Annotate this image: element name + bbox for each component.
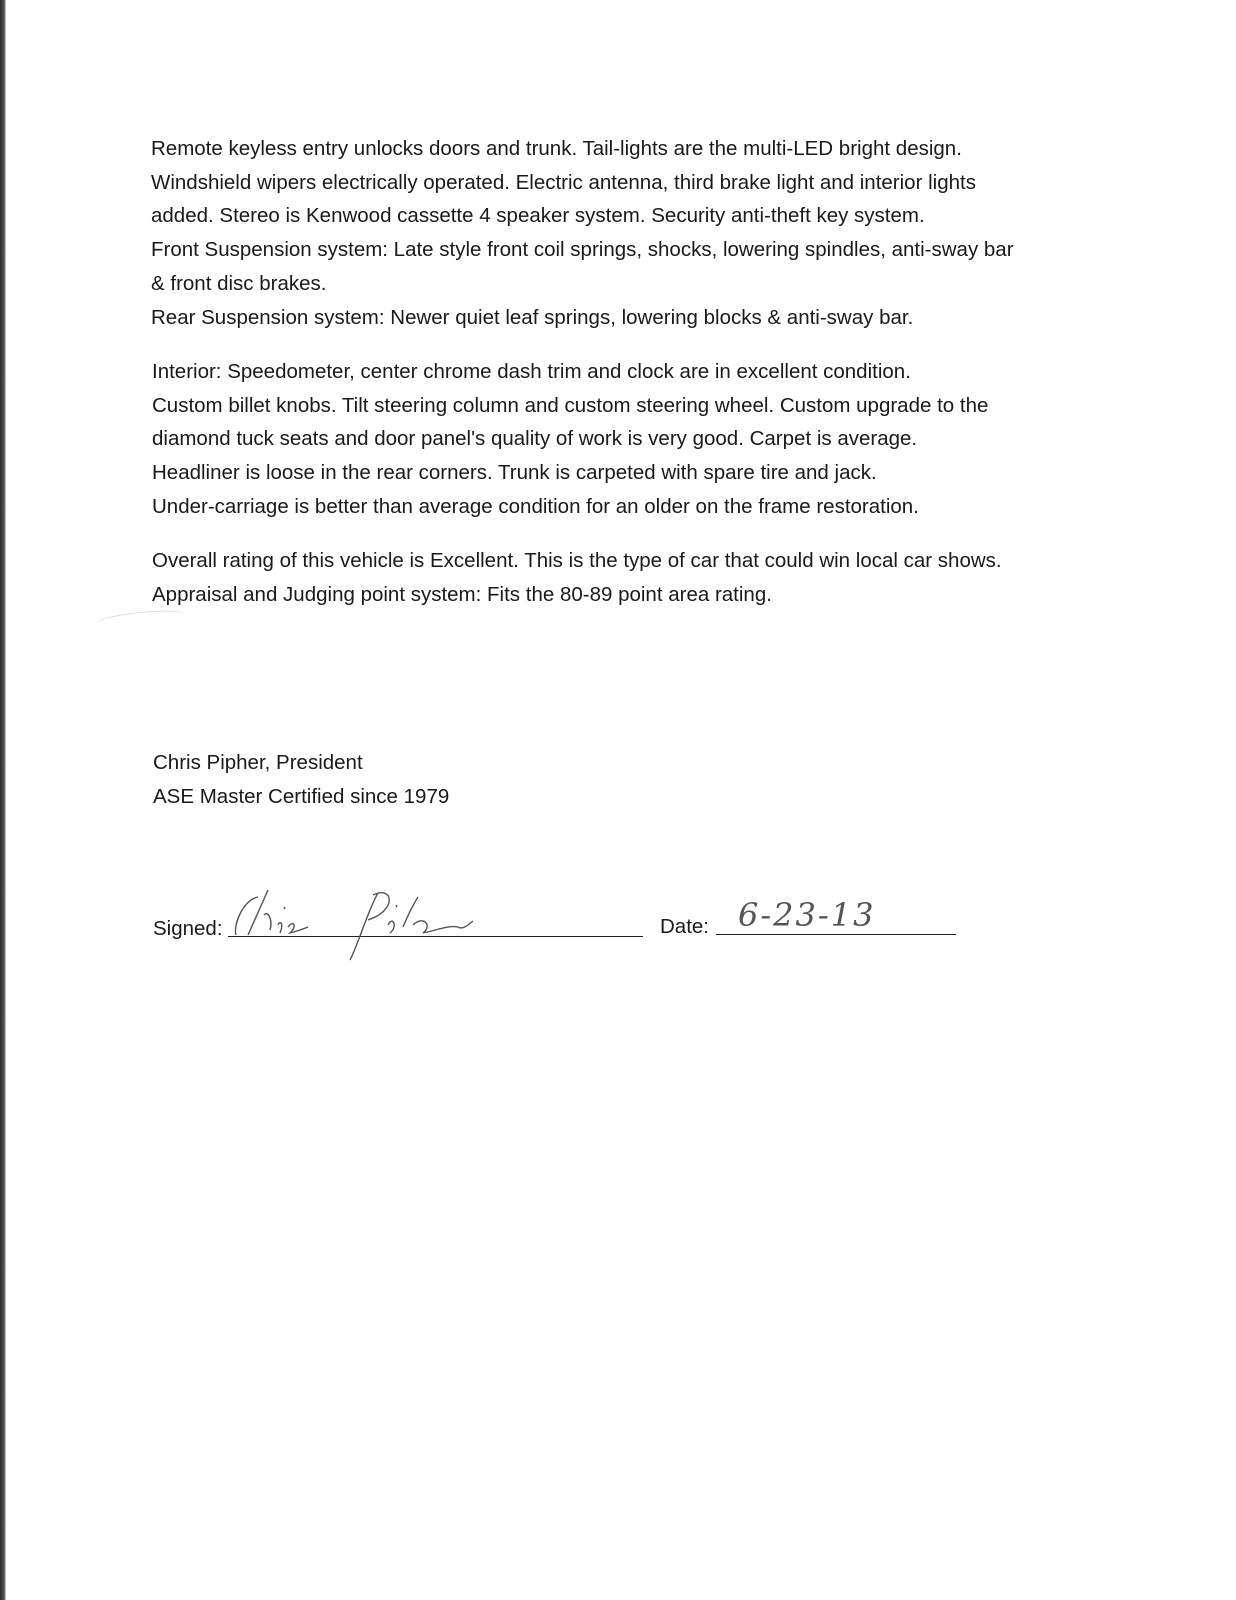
text-line: Appraisal and Judging point system: Fits the 80-89 point area rating. (152, 582, 772, 606)
handwritten-signature (228, 885, 488, 965)
scan-edge (0, 0, 6, 1600)
handwritten-date: 6-23-13 (738, 896, 876, 934)
signed-label: Signed: (153, 917, 223, 940)
text-line: diamond tuck seats and door panel's quality of work is very good. Carpet is average. (152, 427, 918, 451)
text-line: Front Suspension system: Late style front coil springs, shocks, lowering spindles, anti-sway bar (151, 238, 1014, 262)
text-line: added. Stereo is Kenwood cassette 4 speaker system. Security anti-theft key system. (151, 204, 925, 228)
signer-name: Chris Pipher, President (153, 751, 363, 774)
text-line: Overall rating of this vehicle is Excellent. This is the type of car that could win local car shows. (152, 549, 1002, 572)
paragraph-exterior (151, 132, 1014, 334)
text-line: Custom billet knobs. Tilt steering column and custom steering wheel. Custom upgrade to the (152, 393, 989, 417)
text-line: Headliner is loose in the rear corners. Trunk is carpeted with spare tire and jack. (152, 461, 877, 485)
paragraph-rating (152, 544, 1002, 611)
text-line: & front disc brakes. (151, 271, 327, 295)
text-line: Under-carriage is better than average condition for an older on the frame restoration. (152, 494, 919, 518)
paragraph-interior (152, 355, 988, 524)
signer-credential: ASE Master Certified since 1979 (153, 784, 450, 808)
text-line: Interior: Speedometer, center chrome dash trim and clock are in excellent condition. (152, 360, 911, 383)
signer-block (153, 746, 449, 813)
date-label: Date: (660, 915, 709, 938)
date-line (716, 934, 956, 935)
signature-row (153, 896, 973, 980)
text-line: Rear Suspension system: Newer quiet leaf springs, lowering blocks & anti-sway bar. (151, 305, 914, 329)
text-line: Remote keyless entry unlocks doors and trunk. Tail-lights are the multi-LED bright design. (151, 137, 962, 160)
text-line: Windshield wipers electrically operated. Electric antenna, third brake light and interior lights (151, 170, 976, 194)
